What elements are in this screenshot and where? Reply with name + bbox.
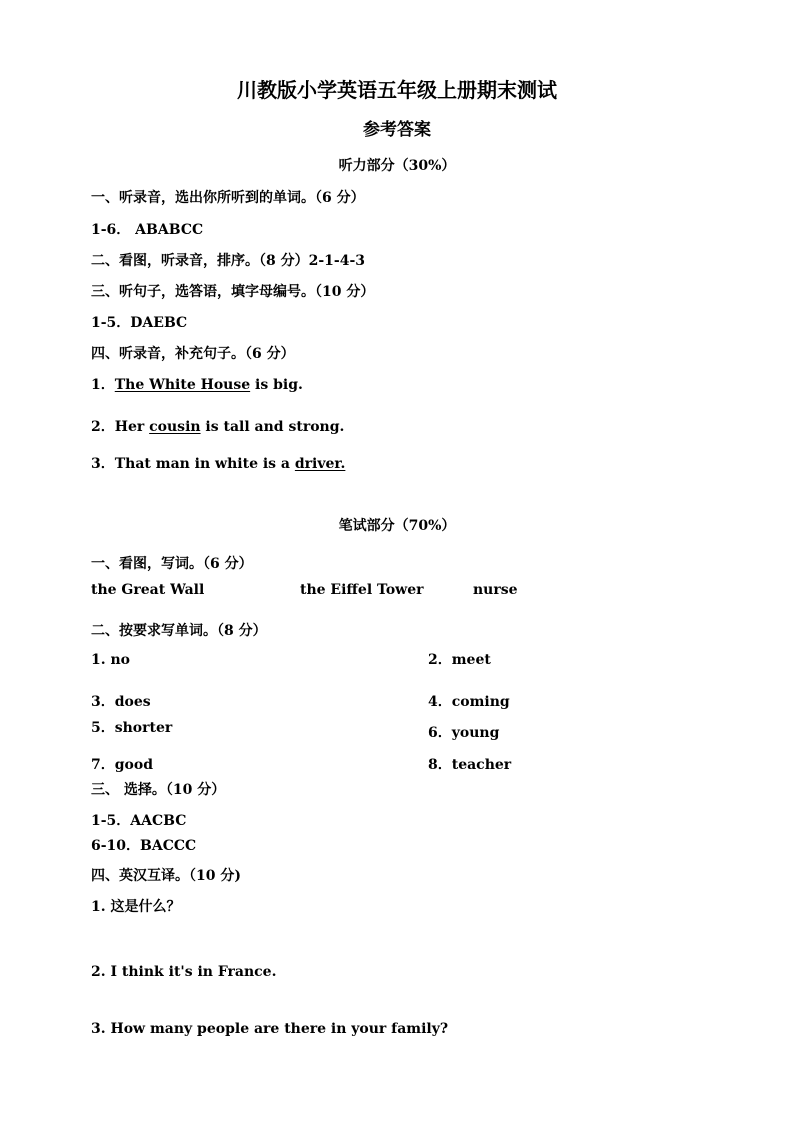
- page-subtitle: 参考答案: [363, 120, 431, 140]
- writing-q1-answer-2: the Eiffel Tower: [300, 582, 424, 598]
- writing-q1-answer-3: nurse: [473, 582, 518, 598]
- writing-q1-header: 一、看图，写词。（6 分）: [91, 556, 253, 572]
- sentence-prefix: 3．That man in white is a: [91, 456, 295, 472]
- sentence-prefix: 2．Her: [91, 419, 150, 435]
- sentence-blank-answer: driver.: [294, 456, 346, 472]
- listening-q4-header: 四、听录音，补充句子。（6 分）: [91, 346, 295, 362]
- sentence-blank-answer: The White House: [114, 377, 251, 393]
- writing-section-heading: 笔试部分（70%）: [338, 518, 456, 534]
- listening-q1-answer: 1-6． ABABCC: [91, 222, 204, 238]
- listening-section-heading: 听力部分（30%）: [338, 158, 456, 174]
- sentence-suffix: is tall and strong.: [200, 419, 345, 435]
- writing-q2-header: 二、按要求写单词。（8 分）: [91, 623, 267, 639]
- listening-q4-sentence-1: [91, 376, 303, 394]
- writing-q2-item-4: 4．coming: [428, 694, 510, 710]
- writing-q1-answer-1: the Great Wall: [91, 582, 205, 598]
- writing-q4-item-2: 2. I think it's in France.: [91, 964, 277, 980]
- writing-q2-item-8: 8．teacher: [428, 757, 512, 773]
- listening-q4-sentence-2: [91, 418, 344, 436]
- listening-q2-header: 二、看图，听录音，排序。（8 分）2-1-4-3: [91, 253, 366, 269]
- writing-q4-header: 四、英汉互译。（10 分): [91, 868, 241, 884]
- writing-q4-item-1: 1. 这是什么？: [91, 899, 181, 915]
- sentence-prefix: 1．: [91, 377, 115, 393]
- writing-q3-answer-1: 1-5．AACBC: [91, 813, 187, 829]
- listening-q1-header: 一、听录音，选出你所听到的单词。（6 分）: [91, 190, 365, 206]
- sentence-blank-answer: cousin: [149, 419, 201, 435]
- writing-q2-item-6: 6．young: [428, 725, 500, 741]
- writing-q3-header: 三、 选择。（10 分）: [91, 782, 226, 798]
- writing-q2-item-2: 2．meet: [428, 652, 491, 668]
- sentence-suffix: is big.: [250, 377, 303, 393]
- writing-q2-item-3: 3．does: [91, 694, 151, 710]
- listening-q3-header: 三、听句子，选答语，填字母编号。（10 分）: [91, 284, 375, 300]
- listening-q3-answer: 1-5．DAEBC: [91, 315, 188, 331]
- writing-q2-item-7: 7．good: [91, 757, 153, 773]
- writing-q3-answer-2: 6-10．BACCC: [91, 838, 197, 854]
- writing-q2-item-1: 1. no: [91, 652, 131, 668]
- page-title: 川教版小学英语五年级上册期末测试: [237, 78, 557, 102]
- writing-q4-item-3: 3. How many people are there in your family?: [91, 1021, 449, 1037]
- listening-q4-sentence-3: [91, 455, 345, 473]
- writing-q2-item-5: 5．shorter: [91, 720, 173, 736]
